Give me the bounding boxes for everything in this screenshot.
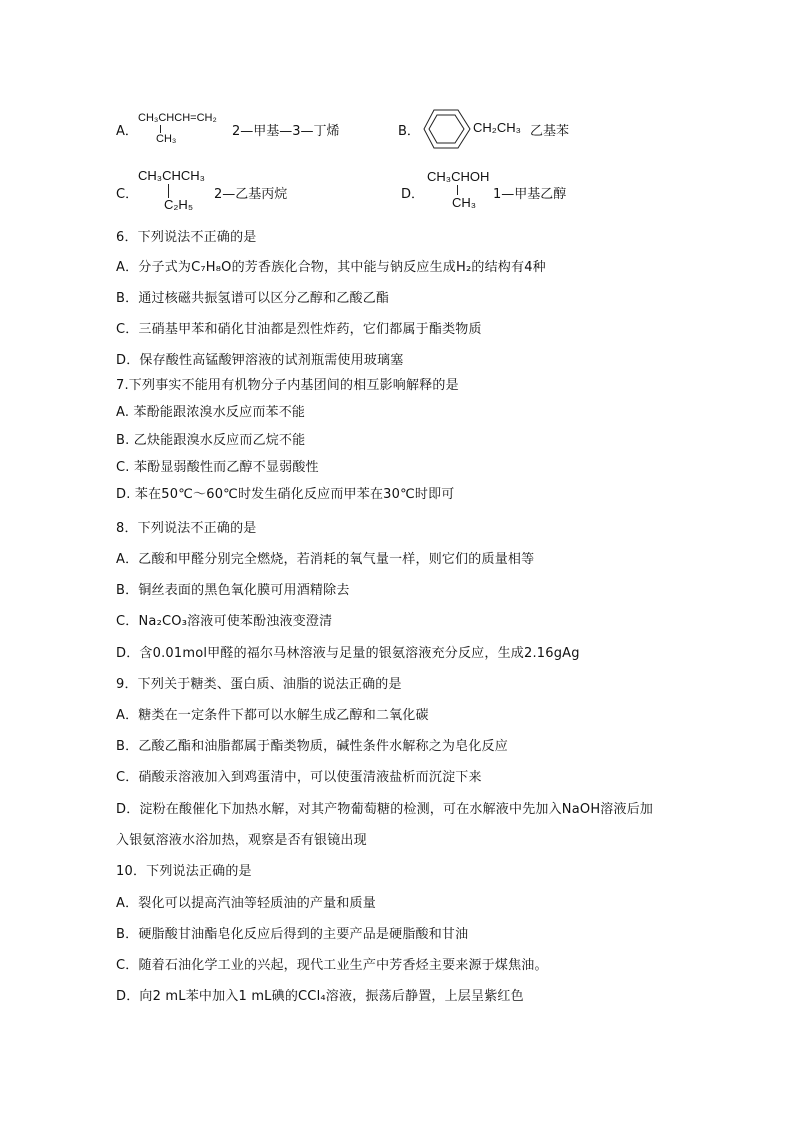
q8-option-d: D．含0.01mol甲醛的福尔马林溶液与足量的银氨溶液充分反应，生成2.16gAg [116,646,580,661]
option-a-bond [160,125,161,133]
q8-option-c: C．Na₂CO₃溶液可使苯酚浊液变澄清 [116,614,333,629]
option-c-branch: C₂H₅ [164,197,194,212]
option-d-bond [457,185,458,195]
q10-option-b: B．硬脂酸甘油酯皂化反应后得到的主要产品是硬脂酸和甘油 [116,927,469,942]
question-10: 10．下列说法正确的是 [116,864,252,879]
q9-option-d: D．淀粉在酸催化下加热水解，对其产物葡萄糖的检测，可在水解液中先加入NaOH溶液后加 [116,802,654,817]
option-b-substituent: CH₂CH₃ [473,120,521,135]
q6-option-b: B．通过核磁共振氢谱可以区分乙醇和乙酸乙酯 [116,291,390,306]
q9-option-b: B．乙酸乙酯和油脂都属于酯类物质，碱性条件水解称之为皂化反应 [116,739,508,754]
q8-option-b: B．铜丝表面的黑色氧化膜可用酒精除去 [116,583,350,598]
option-d-branch: CH₃ [452,195,477,210]
option-c-bond [168,184,169,198]
q8-option-a: A．乙酸和甲醛分别完全燃烧，若消耗的氧气量一样，则它们的质量相等 [116,552,535,567]
option-d-letter: D． [401,187,425,202]
q6-option-d: D．保存酸性高锰酸钾溶液的试剂瓶需使用玻璃塞 [116,353,404,368]
q6-option-c: C．三硝基甲苯和硝化甘油都是烈性炸药，它们都属于酯类物质 [116,322,482,337]
q7-option-c: C. 苯酚显弱酸性而乙醇不显弱酸性 [116,460,319,475]
option-c-letter: C． [116,187,139,202]
q9-option-d-continued: 入银氨溶液水浴加热，观察是否有银镜出现 [116,833,367,848]
option-d-name: 1—甲基乙醇 [493,187,567,202]
q9-option-a: A．糖类在一定条件下都可以水解生成乙醇和二氧化碳 [116,708,429,723]
option-c-formula: CH₃CHCH₃ [138,168,205,183]
q10-option-a: A．裂化可以提高汽油等轻质油的产量和质量 [116,896,376,911]
q6-option-a: A．分子式为C₇H₈O的芳香族化合物，其中能与钠反应生成H₂的结构有4种 [116,260,546,275]
benzene-ring-icon [422,106,472,152]
q10-option-d: D．向2 mL苯中加入1 mL碘的CCl₄溶液，振荡后静置，上层呈紫红色 [116,989,524,1004]
option-b-letter: B． [398,124,420,139]
question-9: 9．下列关于糖类、蛋白质、油脂的说法正确的是 [116,677,402,692]
q7-option-b: B. 乙炔能跟溴水反应而乙烷不能 [116,433,306,448]
q7-option-d: D. 苯在50℃～60℃时发生硝化反应而甲苯在30℃时即可 [116,487,455,502]
q9-option-c: C．硝酸汞溶液加入到鸡蛋清中，可以使蛋清液盐析而沉淀下来 [116,770,482,785]
option-a-letter: A． [116,124,138,139]
option-a-formula: CH₃CHCH=CH₂ [138,112,217,124]
question-7: 7.下列事实不能用有机物分子内基团间的相互影响解释的是 [116,378,459,393]
option-a-branch: CH₃ [156,133,177,145]
q10-option-c: C．随着石油化学工业的兴起，现代工业生产中芳香烃主要来源于煤焦油。 [116,958,548,973]
option-a-name: 2—甲基—3—丁烯 [232,124,340,139]
option-b-name: 乙基苯 [530,124,570,139]
q7-option-a: A. 苯酚能跟浓溴水反应而苯不能 [116,405,306,420]
question-8: 8．下列说法不正确的是 [116,521,257,536]
question-6: 6．下列说法不正确的是 [116,230,257,245]
option-d-formula: CH₃CHOH [427,169,490,184]
option-c-name: 2—乙基丙烷 [214,187,288,202]
